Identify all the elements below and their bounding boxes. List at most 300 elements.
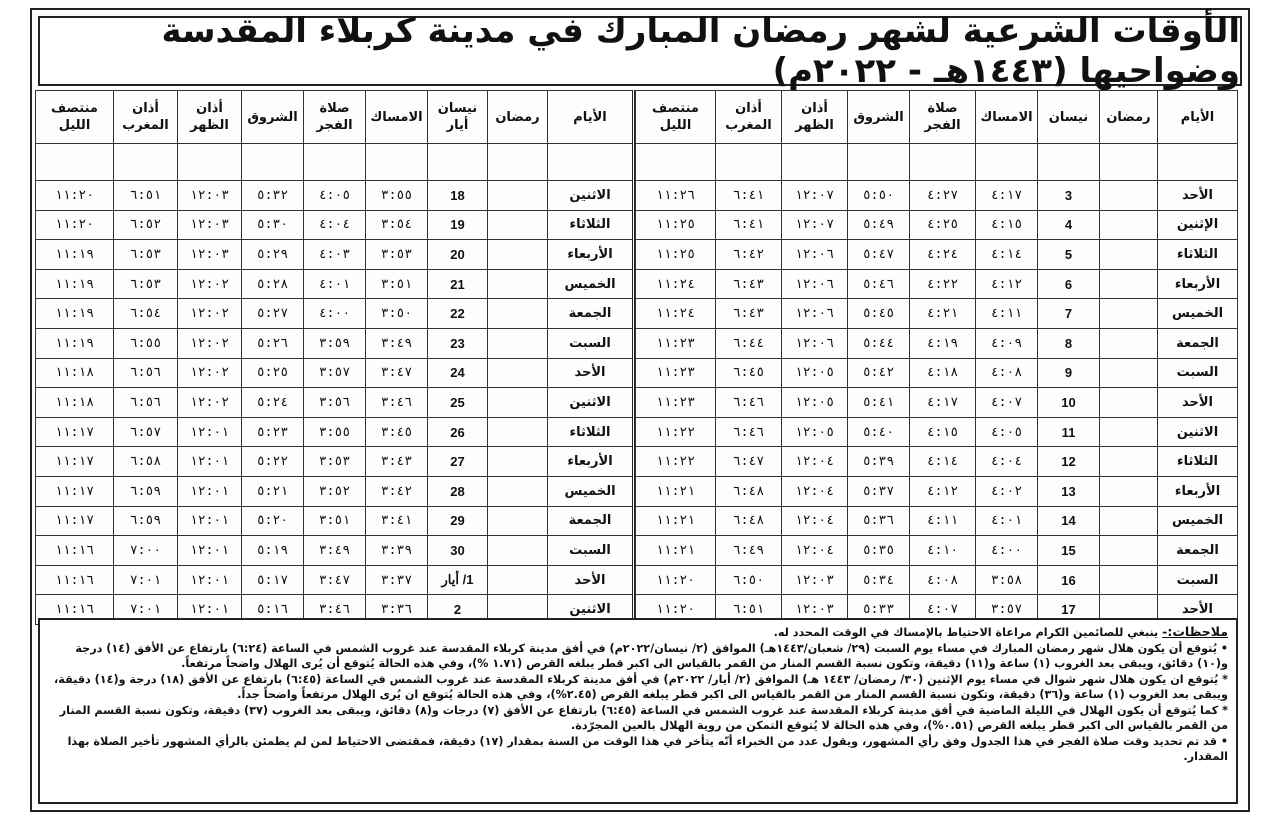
- date-cell: 13: [1038, 476, 1100, 506]
- right-header-row: [636, 91, 1238, 144]
- date-cell: 17: [1038, 595, 1100, 625]
- shuruq-cell: ٥:١٦: [242, 595, 304, 625]
- shuruq-cell: ٥:٤٦: [848, 269, 910, 299]
- dhuhr-cell: ١٢:٠٦: [782, 299, 848, 329]
- empty-cell: [36, 144, 114, 181]
- imsak-cell: ٤:١٧: [976, 181, 1038, 211]
- table-row: [636, 447, 1238, 477]
- imsak-cell: ٣:٤٧: [366, 358, 428, 388]
- maghrib-cell: ٦:٤٤: [716, 328, 782, 358]
- fajr-cell: ٣:٤٧: [304, 565, 366, 595]
- maghrib-cell: ٦:٥٣: [114, 240, 178, 270]
- shuruq-cell: ٥:٢٣: [242, 417, 304, 447]
- shuruq-cell: ٥:١٧: [242, 565, 304, 595]
- midnight-cell: ١١:٢١: [636, 536, 716, 566]
- header-month: نيسان أيار: [428, 91, 488, 144]
- midnight-cell: ١١:٢٢: [636, 447, 716, 477]
- shuruq-cell: ٥:٢٠: [242, 506, 304, 536]
- ramadan-cell: [488, 210, 548, 240]
- header-days: الأيام: [1158, 91, 1238, 144]
- maghrib-cell: ٦:٥٧: [114, 417, 178, 447]
- empty-cell: [304, 144, 366, 181]
- date-cell: 5: [1038, 240, 1100, 270]
- notes-intro: ينبغي للصائمين الكرام مراعاة الاحتياط بالإمساك في الوقت المحدد له.: [773, 626, 1159, 639]
- midnight-cell: ١١:١٧: [36, 447, 114, 477]
- midnight-cell: ١١:٢٤: [636, 269, 716, 299]
- dhuhr-cell: ١٢:٠٥: [782, 388, 848, 418]
- table-row: [36, 328, 634, 358]
- table-row: [636, 417, 1238, 447]
- empty-cell: [428, 144, 488, 181]
- imsak-cell: ٣:٤٦: [366, 388, 428, 418]
- maghrib-cell: ٦:٤١: [716, 210, 782, 240]
- day-cell: الأحد: [1158, 595, 1238, 625]
- header-month: نيسان: [1038, 91, 1100, 144]
- table-row: [36, 417, 634, 447]
- shuruq-cell: ٥:٤٧: [848, 240, 910, 270]
- table-row: [636, 210, 1238, 240]
- date-cell: 6: [1038, 269, 1100, 299]
- fajr-cell: ٤:٠٨: [910, 565, 976, 595]
- maghrib-cell: ٧:٠١: [114, 595, 178, 625]
- imsak-cell: ٣:٥٠: [366, 299, 428, 329]
- date-cell: 11: [1038, 417, 1100, 447]
- midnight-cell: ١١:٢٢: [636, 417, 716, 447]
- shuruq-cell: ٥:٢٦: [242, 328, 304, 358]
- ramadan-cell: [1100, 476, 1158, 506]
- fajr-cell: ٣:٥١: [304, 506, 366, 536]
- empty-cell: [1158, 144, 1238, 181]
- day-cell: الجمعة: [548, 506, 634, 536]
- midnight-cell: ١١:١٦: [36, 595, 114, 625]
- imsak-cell: ٤:١١: [976, 299, 1038, 329]
- note-item: • يُتوقع أن يكون هلال شهر رمضان المبارك في مساء يوم السبت (٢٩/ شعبان/١٤٤٣هـ) الموافق (٢/ نيسان/٢٠٢٢م) في أفق مدينة كربلاء المقدسة عند غروب الشمس في الساعة (٦:٢٤) بارتفاع عن الأفق (١٤) درجة و(١٠) دقائق، ويبقى بعد الغروب (١) ساعة و(١١) دقيقة، وتكون نسبة القسم المنار من القمر بالقياس الى اكبر قطر يبلغه القرص (١.٧١ %)، وفي هذه الحالة يُتوقع أن يُرى الهلال واضحاً مرتفعاً.: [75, 641, 1228, 670]
- day-cell: الخميس: [1158, 299, 1238, 329]
- ramadan-cell: [1100, 417, 1158, 447]
- date-cell: 22: [428, 299, 488, 329]
- midnight-cell: ١١:١٦: [36, 536, 114, 566]
- ramadan-cell: [488, 388, 548, 418]
- maghrib-cell: ٦:٥٩: [114, 476, 178, 506]
- midnight-cell: ١١:١٨: [36, 358, 114, 388]
- maghrib-cell: ٦:٥٥: [114, 328, 178, 358]
- fajr-cell: ٤:٠٥: [304, 181, 366, 211]
- shuruq-cell: ٥:٢٨: [242, 269, 304, 299]
- ramadan-cell: [488, 240, 548, 270]
- imsak-cell: ٣:٤٣: [366, 447, 428, 477]
- fajr-cell: ٤:٢٧: [910, 181, 976, 211]
- midnight-cell: ١١:٢٠: [636, 595, 716, 625]
- dhuhr-cell: ١٢:٠٤: [782, 476, 848, 506]
- midnight-cell: ١١:١٨: [36, 388, 114, 418]
- ramadan-cell: [1100, 299, 1158, 329]
- midnight-cell: ١١:١٩: [36, 299, 114, 329]
- maghrib-cell: ٦:٥٩: [114, 506, 178, 536]
- day-cell: الأحد: [1158, 388, 1238, 418]
- date-cell: 20: [428, 240, 488, 270]
- date-cell: 21: [428, 269, 488, 299]
- empty-cell: [1038, 144, 1100, 181]
- table-row: [636, 269, 1238, 299]
- imsak-cell: ٣:٥١: [366, 269, 428, 299]
- table-row: [36, 388, 634, 418]
- dhuhr-cell: ١٢:٠٣: [782, 595, 848, 625]
- dhuhr-cell: ١٢:٠١: [178, 417, 242, 447]
- date-cell: 25: [428, 388, 488, 418]
- shuruq-cell: ٥:٣٥: [848, 536, 910, 566]
- header-maghrib: أذان المغرب: [716, 91, 782, 144]
- left-timetable: [35, 90, 635, 625]
- dhuhr-cell: ١٢:٠٥: [782, 417, 848, 447]
- fajr-cell: ٣:٥٣: [304, 447, 366, 477]
- imsak-cell: ٤:٠٠: [976, 536, 1038, 566]
- imsak-cell: ٣:٤٥: [366, 417, 428, 447]
- empty-cell: [976, 144, 1038, 181]
- title-box: [38, 11, 1242, 91]
- shuruq-cell: ٥:٣٣: [848, 595, 910, 625]
- shuruq-cell: ٥:٣٩: [848, 447, 910, 477]
- imsak-cell: ٤:١٥: [976, 210, 1038, 240]
- midnight-cell: ١١:١٩: [36, 240, 114, 270]
- midnight-cell: ١١:١٩: [36, 269, 114, 299]
- fajr-cell: ٤:١٩: [910, 328, 976, 358]
- day-cell: الثلاثاء: [1158, 240, 1238, 270]
- header-imsak: الامساك: [976, 91, 1038, 144]
- notes-heading-line: [48, 624, 1228, 641]
- maghrib-cell: ٦:٥٣: [114, 269, 178, 299]
- fajr-cell: ٤:١٥: [910, 417, 976, 447]
- imsak-cell: ٣:٥٣: [366, 240, 428, 270]
- note-item: • قد تم تحديد وقت صلاة الفجر في هذا الجدول وفق رأي المشهور، ويقول عدد من الخبراء أنّه يتأخر في هذا الوقت من السنة بمقدار (١٧) دقيقة، فمقتضى الاحتياط لمن لم يطمئن بالرأي المشهور تأخير الصلاة بهذا المقدار.: [67, 734, 1228, 763]
- imsak-cell: ٤:١٤: [976, 240, 1038, 270]
- ramadan-cell: [488, 358, 548, 388]
- header-maghrib: أذان المغرب: [114, 91, 178, 144]
- shuruq-cell: ٥:٢٥: [242, 358, 304, 388]
- shuruq-cell: ٥:٢١: [242, 476, 304, 506]
- header-fajr: صلاة الفجر: [910, 91, 976, 144]
- midnight-cell: ١١:٢١: [636, 506, 716, 536]
- date-cell: 19: [428, 210, 488, 240]
- maghrib-cell: ٦:٤٧: [716, 447, 782, 477]
- header-days: الأيام: [548, 91, 634, 144]
- spacer-row: [636, 144, 1238, 181]
- day-cell: السبت: [1158, 358, 1238, 388]
- imsak-cell: ٣:٥٧: [976, 595, 1038, 625]
- page-title: الأوقات الشرعية لشهر رمضان المبارك في مدينة كربلاء المقدسة وضواحيها (١٤٤٣هـ - ٢٠٢٢م): [161, 11, 1240, 91]
- midnight-cell: ١١:٢٠: [36, 210, 114, 240]
- fajr-cell: ٣:٤٦: [304, 595, 366, 625]
- ramadan-cell: [1100, 388, 1158, 418]
- ramadan-cell: [1100, 506, 1158, 536]
- day-cell: الأربعاء: [1158, 269, 1238, 299]
- shuruq-cell: ٥:٣٢: [242, 181, 304, 211]
- day-cell: الجمعة: [1158, 536, 1238, 566]
- midnight-cell: ١١:٢٦: [636, 181, 716, 211]
- dhuhr-cell: ١٢:٠٢: [178, 299, 242, 329]
- maghrib-cell: ٧:٠١: [114, 565, 178, 595]
- right-table-body: [636, 144, 1238, 625]
- shuruq-cell: ٥:٤٤: [848, 328, 910, 358]
- dhuhr-cell: ١٢:٠٢: [178, 269, 242, 299]
- note-item: * يُتوقع ان يكون هلال شهر شوال في مساء يوم الإثنين (٣٠/ رمضان/ ١٤٤٣ هـ) الموافق (٢/ أيار/ ٢٠٢٢م) في أفق مدينة كربلاء المقدسة عند غروب الشمس في الساعة (٦:٤٥) بارتفاع عن الأفق (١٨) درجة و(١٤) دقيقة، ويبقى بعد الغروب (١) ساعة و(٣٦) دقيقة، وتكون نسبة القسم المنار من القمر بالقياس الى اكبر قطر يبلغه القرص (٢.٤٥%)، وفي هذه الحالة يُتوقع ان يُرى الهلال مرتفعاً واضحاً جداً.: [54, 672, 1228, 701]
- dhuhr-cell: ١٢:٠٦: [782, 240, 848, 270]
- shuruq-cell: ٥:١٩: [242, 536, 304, 566]
- dhuhr-cell: ١٢:٠٤: [782, 447, 848, 477]
- fajr-cell: ٣:٥٢: [304, 476, 366, 506]
- ramadan-cell: [488, 536, 548, 566]
- imsak-cell: ٣:٤١: [366, 506, 428, 536]
- imsak-cell: ٣:٣٩: [366, 536, 428, 566]
- timetable-sheet: [30, 8, 1250, 812]
- dhuhr-cell: ١٢:٠٢: [178, 388, 242, 418]
- empty-cell: [114, 144, 178, 181]
- day-cell: الثلاثاء: [1158, 447, 1238, 477]
- table-row: [636, 328, 1238, 358]
- fajr-cell: ٤:٢٢: [910, 269, 976, 299]
- day-cell: السبت: [548, 328, 634, 358]
- imsak-cell: ٣:٣٧: [366, 565, 428, 595]
- ramadan-cell: [1100, 565, 1158, 595]
- midnight-cell: ١١:١٦: [36, 565, 114, 595]
- header-imsak: الامساك: [366, 91, 428, 144]
- date-cell: 24: [428, 358, 488, 388]
- day-cell: الجمعة: [1158, 328, 1238, 358]
- table-row: [36, 299, 634, 329]
- day-cell: الخميس: [548, 269, 634, 299]
- dhuhr-cell: ١٢:٠١: [178, 506, 242, 536]
- fajr-cell: ٤:٠٣: [304, 240, 366, 270]
- ramadan-cell: [1100, 358, 1158, 388]
- table-row: [636, 565, 1238, 595]
- imsak-cell: ٤:٠٨: [976, 358, 1038, 388]
- day-cell: الخميس: [548, 476, 634, 506]
- date-cell: 4: [1038, 210, 1100, 240]
- dhuhr-cell: ١٢:٠١: [178, 565, 242, 595]
- ramadan-cell: [1100, 269, 1158, 299]
- table-row: [636, 240, 1238, 270]
- shuruq-cell: ٥:٣٠: [242, 210, 304, 240]
- header-fajr: صلاة الفجر: [304, 91, 366, 144]
- date-cell: 8: [1038, 328, 1100, 358]
- maghrib-cell: ٦:٤٦: [716, 388, 782, 418]
- fajr-cell: ٤:١٠: [910, 536, 976, 566]
- shuruq-cell: ٥:٣٤: [848, 565, 910, 595]
- imsak-cell: ٣:٤٩: [366, 328, 428, 358]
- fajr-cell: ٣:٥٦: [304, 388, 366, 418]
- right-timetable: [635, 90, 1238, 625]
- maghrib-cell: ٦:٤٥: [716, 358, 782, 388]
- midnight-cell: ١١:١٧: [36, 506, 114, 536]
- header-dhuhr: أذان الظهر: [178, 91, 242, 144]
- maghrib-cell: ٧:٠٠: [114, 536, 178, 566]
- table-row: [36, 506, 634, 536]
- shuruq-cell: ٥:٢٢: [242, 447, 304, 477]
- shuruq-cell: ٥:٣٦: [848, 506, 910, 536]
- date-cell: 30: [428, 536, 488, 566]
- ramadan-cell: [488, 181, 548, 211]
- shuruq-cell: ٥:٣٧: [848, 476, 910, 506]
- day-cell: الإثنين: [1158, 210, 1238, 240]
- fajr-cell: ٣:٥٧: [304, 358, 366, 388]
- imsak-cell: ٤:٠٧: [976, 388, 1038, 418]
- date-cell: 2: [428, 595, 488, 625]
- maghrib-cell: ٦:٥٤: [114, 299, 178, 329]
- dhuhr-cell: ١٢:٠٦: [782, 269, 848, 299]
- ramadan-cell: [488, 299, 548, 329]
- fajr-cell: ٤:١٨: [910, 358, 976, 388]
- maghrib-cell: ٦:٤٦: [716, 417, 782, 447]
- maghrib-cell: ٦:٤٢: [716, 240, 782, 270]
- fajr-cell: ٤:٠٠: [304, 299, 366, 329]
- fajr-cell: ٤:٠٧: [910, 595, 976, 625]
- date-cell: 1/ أيار: [428, 565, 488, 595]
- dhuhr-cell: ١٢:٠١: [178, 536, 242, 566]
- ramadan-cell: [1100, 447, 1158, 477]
- fajr-cell: ٣:٤٩: [304, 536, 366, 566]
- date-cell: 23: [428, 328, 488, 358]
- empty-cell: [848, 144, 910, 181]
- midnight-cell: ١١:١٧: [36, 417, 114, 447]
- table-row: [636, 181, 1238, 211]
- dhuhr-cell: ١٢:٠٤: [782, 536, 848, 566]
- dhuhr-cell: ١٢:٠٢: [178, 358, 242, 388]
- day-cell: الأربعاء: [548, 447, 634, 477]
- ramadan-cell: [488, 506, 548, 536]
- midnight-cell: ١١:٢٣: [636, 388, 716, 418]
- date-cell: 16: [1038, 565, 1100, 595]
- fajr-cell: ٣:٥٥: [304, 417, 366, 447]
- dhuhr-cell: ١٢:٠٦: [782, 328, 848, 358]
- shuruq-cell: ٥:٤٢: [848, 358, 910, 388]
- dhuhr-cell: ١٢:٠٣: [178, 210, 242, 240]
- ramadan-cell: [1100, 210, 1158, 240]
- header-midnight: منتصف الليل: [36, 91, 114, 144]
- midnight-cell: ١١:١٧: [36, 476, 114, 506]
- date-cell: 26: [428, 417, 488, 447]
- fajr-cell: ٤:١١: [910, 506, 976, 536]
- table-row: [36, 447, 634, 477]
- imsak-cell: ٣:٤٢: [366, 476, 428, 506]
- day-cell: الاثنين: [548, 595, 634, 625]
- maghrib-cell: ٦:٥١: [114, 181, 178, 211]
- header-ramadan: رمضان: [1100, 91, 1158, 144]
- ramadan-cell: [488, 565, 548, 595]
- table-row: [636, 299, 1238, 329]
- day-cell: الأحد: [548, 358, 634, 388]
- shuruq-cell: ٥:٥٠: [848, 181, 910, 211]
- table-row: [36, 269, 634, 299]
- imsak-cell: ٣:٥٤: [366, 210, 428, 240]
- day-cell: الأحد: [548, 565, 634, 595]
- day-cell: الأربعاء: [548, 240, 634, 270]
- dhuhr-cell: ١٢:٠٤: [782, 506, 848, 536]
- day-cell: الجمعة: [548, 299, 634, 329]
- empty-cell: [782, 144, 848, 181]
- imsak-cell: ٤:٠٥: [976, 417, 1038, 447]
- dhuhr-cell: ١٢:٠١: [178, 476, 242, 506]
- empty-cell: [366, 144, 428, 181]
- date-cell: 10: [1038, 388, 1100, 418]
- imsak-cell: ٤:٠٤: [976, 447, 1038, 477]
- table-row: [36, 476, 634, 506]
- shuruq-cell: ٥:٢٧: [242, 299, 304, 329]
- maghrib-cell: ٦:٤٩: [716, 536, 782, 566]
- date-cell: 29: [428, 506, 488, 536]
- notes-header: ملاحظات:-: [1162, 624, 1228, 639]
- maghrib-cell: ٦:٤٨: [716, 506, 782, 536]
- empty-cell: [178, 144, 242, 181]
- table-row: [36, 210, 634, 240]
- empty-cell: [636, 144, 716, 181]
- fajr-cell: ٤:١٢: [910, 476, 976, 506]
- maghrib-cell: ٦:٤٨: [716, 476, 782, 506]
- left-header-row: [36, 91, 634, 144]
- ramadan-cell: [1100, 181, 1158, 211]
- empty-cell: [910, 144, 976, 181]
- midnight-cell: ١١:٢٥: [636, 240, 716, 270]
- dhuhr-cell: ١٢:٠٧: [782, 181, 848, 211]
- midnight-cell: ١١:٢١: [636, 476, 716, 506]
- fajr-cell: ٤:٢٤: [910, 240, 976, 270]
- day-cell: الأحد: [1158, 181, 1238, 211]
- header-shuruq: الشروق: [242, 91, 304, 144]
- fajr-cell: ٤:١٧: [910, 388, 976, 418]
- shuruq-cell: ٥:٢٤: [242, 388, 304, 418]
- spacer-row: [36, 144, 634, 181]
- date-cell: 18: [428, 181, 488, 211]
- imsak-cell: ٤:٠٢: [976, 476, 1038, 506]
- imsak-cell: ٤:٠١: [976, 506, 1038, 536]
- shuruq-cell: ٥:٢٩: [242, 240, 304, 270]
- ramadan-cell: [488, 476, 548, 506]
- table-row: [36, 565, 634, 595]
- header-shuruq: الشروق: [848, 91, 910, 144]
- midnight-cell: ١١:٢٥: [636, 210, 716, 240]
- date-cell: 12: [1038, 447, 1100, 477]
- table-row: [636, 506, 1238, 536]
- midnight-cell: ١١:٢٤: [636, 299, 716, 329]
- imsak-cell: ٤:٠٩: [976, 328, 1038, 358]
- empty-cell: [488, 144, 548, 181]
- midnight-cell: ١١:٢٠: [636, 565, 716, 595]
- shuruq-cell: ٥:٤٠: [848, 417, 910, 447]
- note-item: * كما يُتوقع أن يكون الهلال في الليلة الماضية في أفق مدينة كربلاء المقدسة عند غروب الشمس في الساعة (٦:٤٥) بارتفاع عن الأفق (٧) درجات و(٨) دقائق، ويبقى بعد الغروب (٣٧) دقيقة، وتكون نسبة القسم المنار من القمر بالقياس الى اكبر قطر يبلغه القرص (٠.٥١%)، وفي هذه الحالة لا يُتوقع التمكن من روية الهلال بالعين المجرّدة.: [59, 703, 1228, 732]
- table-row: [636, 536, 1238, 566]
- left-table-body: [36, 144, 634, 625]
- table-row: [636, 476, 1238, 506]
- midnight-cell: ١١:١٩: [36, 328, 114, 358]
- maghrib-cell: ٦:٤١: [716, 181, 782, 211]
- day-cell: الأربعاء: [1158, 476, 1238, 506]
- table-row: [36, 240, 634, 270]
- fajr-cell: ٤:١٤: [910, 447, 976, 477]
- day-cell: الاثنين: [1158, 417, 1238, 447]
- ramadan-cell: [1100, 328, 1158, 358]
- fajr-cell: ٤:٢٥: [910, 210, 976, 240]
- date-cell: 14: [1038, 506, 1100, 536]
- ramadan-cell: [488, 447, 548, 477]
- header-ramadan: رمضان: [488, 91, 548, 144]
- shuruq-cell: ٥:٤٩: [848, 210, 910, 240]
- notes-section: [38, 618, 1238, 804]
- header-midnight: منتصف الليل: [636, 91, 716, 144]
- maghrib-cell: ٦:٥٠: [716, 565, 782, 595]
- date-cell: 9: [1038, 358, 1100, 388]
- date-cell: 28: [428, 476, 488, 506]
- maghrib-cell: ٦:٥٢: [114, 210, 178, 240]
- ramadan-cell: [488, 417, 548, 447]
- midnight-cell: ١١:٢٣: [636, 328, 716, 358]
